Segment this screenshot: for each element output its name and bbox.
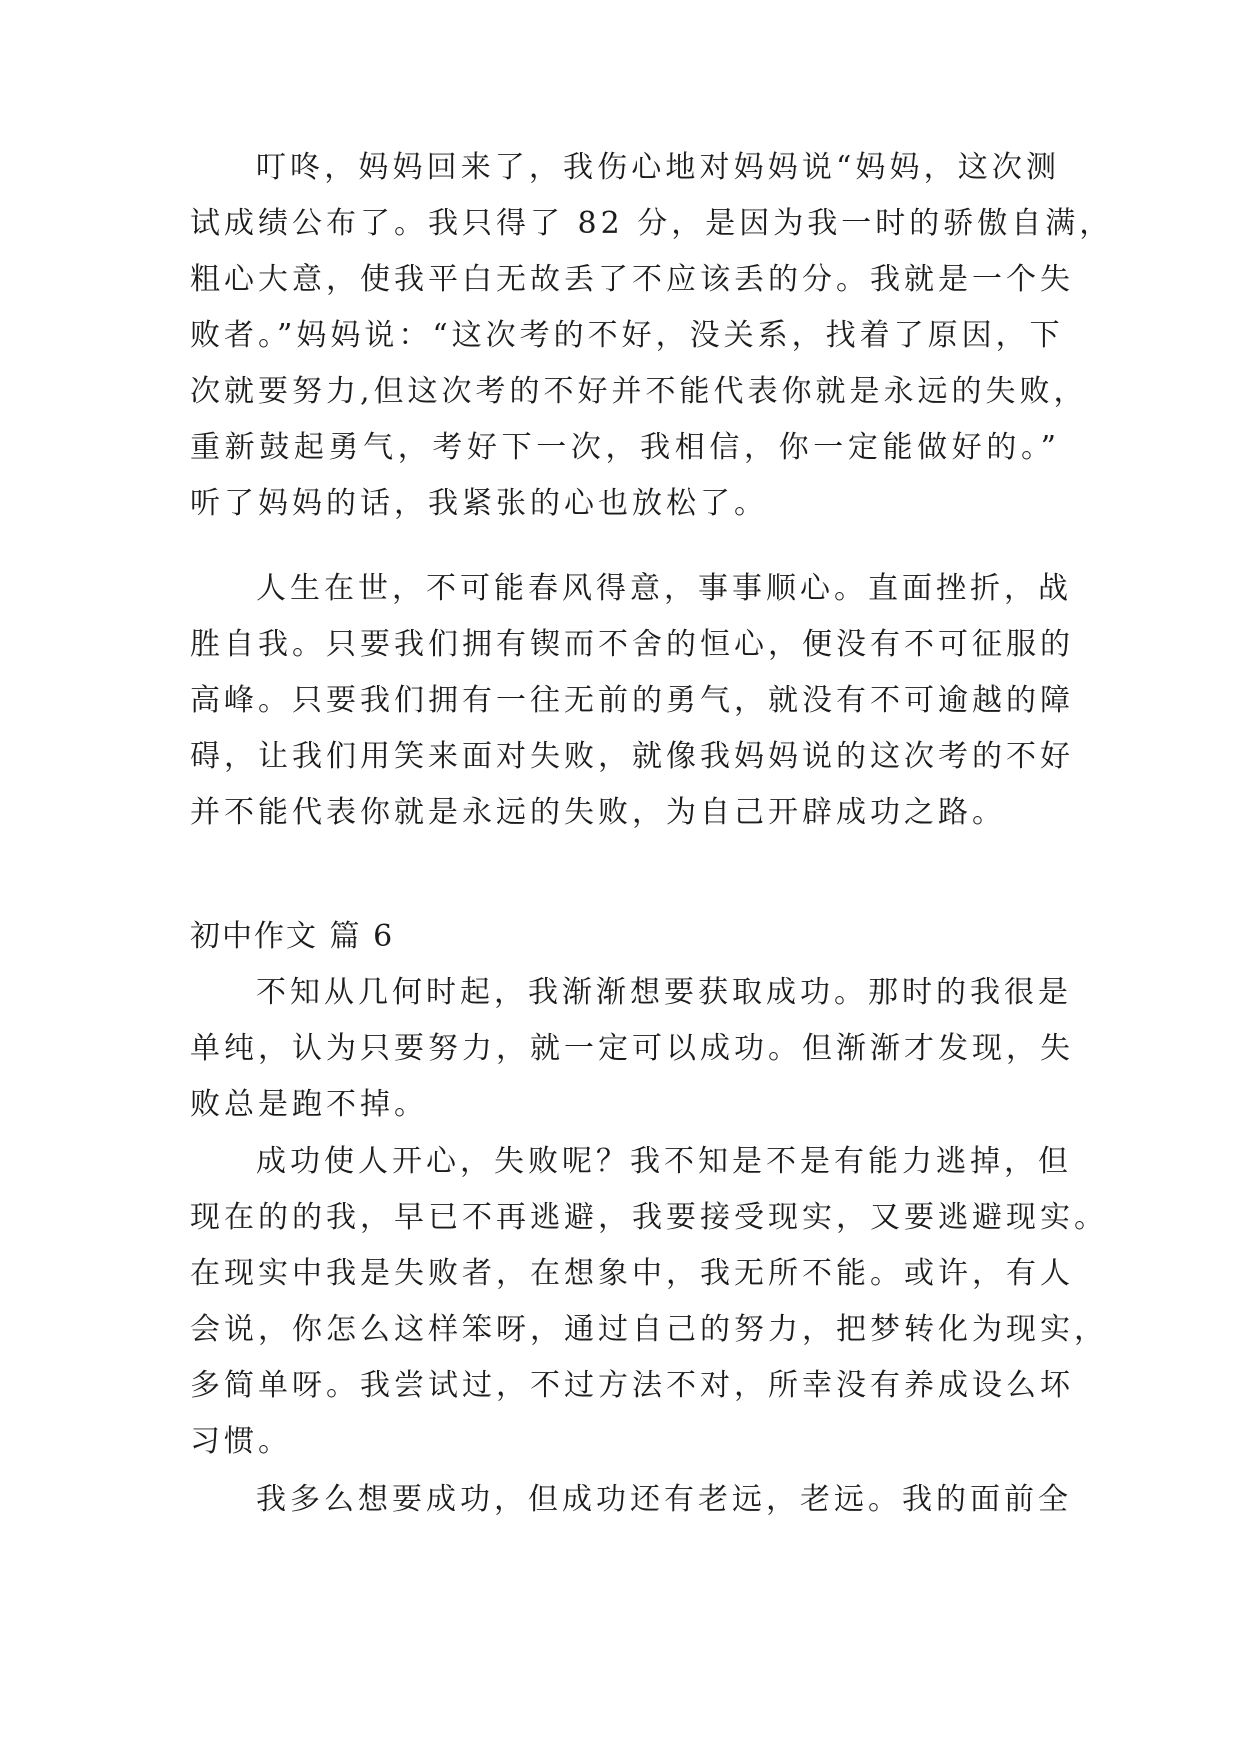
text-line: 习惯。: [190, 1424, 292, 1459]
text-line: 并不能代表你就是永远的失败，为自己开辟成功之路。: [190, 795, 1006, 830]
section-heading: 初中作文 篇 6: [190, 919, 395, 954]
text-line: 人生在世，不可能春风得意，事事顺心。直面挫折，战: [256, 571, 1072, 606]
text-line: 碍，让我们用笑来面对失败，就像我妈妈说的这次考的不好: [190, 739, 1074, 774]
text-line: 成功使人开心，失败呢？我不知是不是有能力逃掉，但: [256, 1144, 1072, 1179]
text-line: 高峰。只要我们拥有一往无前的勇气，就没有不可逾越的障: [190, 683, 1074, 718]
text-line: 现在的的我，早已不再逃避，我要接受现实，又要逃避现实。: [190, 1200, 1108, 1235]
text-line: 次就要努力,但这次考的不好并不能代表你就是永远的失败，: [190, 374, 1088, 409]
text-line: 叮咚，妈妈回来了，我伤心地对妈妈说“妈妈，这次测: [256, 150, 1060, 185]
text-line: 我多么想要成功，但成功还有老远，老远。我的面前全: [256, 1482, 1072, 1517]
text-line: 不知从几何时起，我渐渐想要获取成功。那时的我很是: [256, 975, 1072, 1010]
text-line: 败总是跑不掉。: [190, 1087, 428, 1122]
text-line: 试成绩公布了。我只得了 82 分，是因为我一时的骄傲自满，: [190, 206, 1114, 241]
text-line: 胜自我。只要我们拥有锲而不舍的恒心，便没有不可征服的: [190, 627, 1074, 662]
text-line: 在现实中我是失败者，在想象中，我无所不能。或许，有人: [190, 1256, 1074, 1291]
text-line: 多简单呀。我尝试过，不过方法不对，所幸没有养成设么坏: [190, 1368, 1074, 1403]
text-line: 单纯，认为只要努力，就一定可以成功。但渐渐才发现，失: [190, 1031, 1074, 1066]
text-line: 会说，你怎么这样笨呀，通过自己的努力，把梦转化为现实，: [190, 1312, 1108, 1347]
text-line: 重新鼓起勇气，考好下一次，我相信，你一定能做好的。”: [190, 430, 1060, 465]
text-line: 听了妈妈的话，我紧张的心也放松了。: [190, 486, 768, 521]
text-line: 粗心大意，使我平白无故丢了不应该丢的分。我就是一个失: [190, 262, 1074, 297]
text-line: 败者。”妈妈说：“这次考的不好，没关系，找着了原因，下: [190, 318, 1064, 353]
